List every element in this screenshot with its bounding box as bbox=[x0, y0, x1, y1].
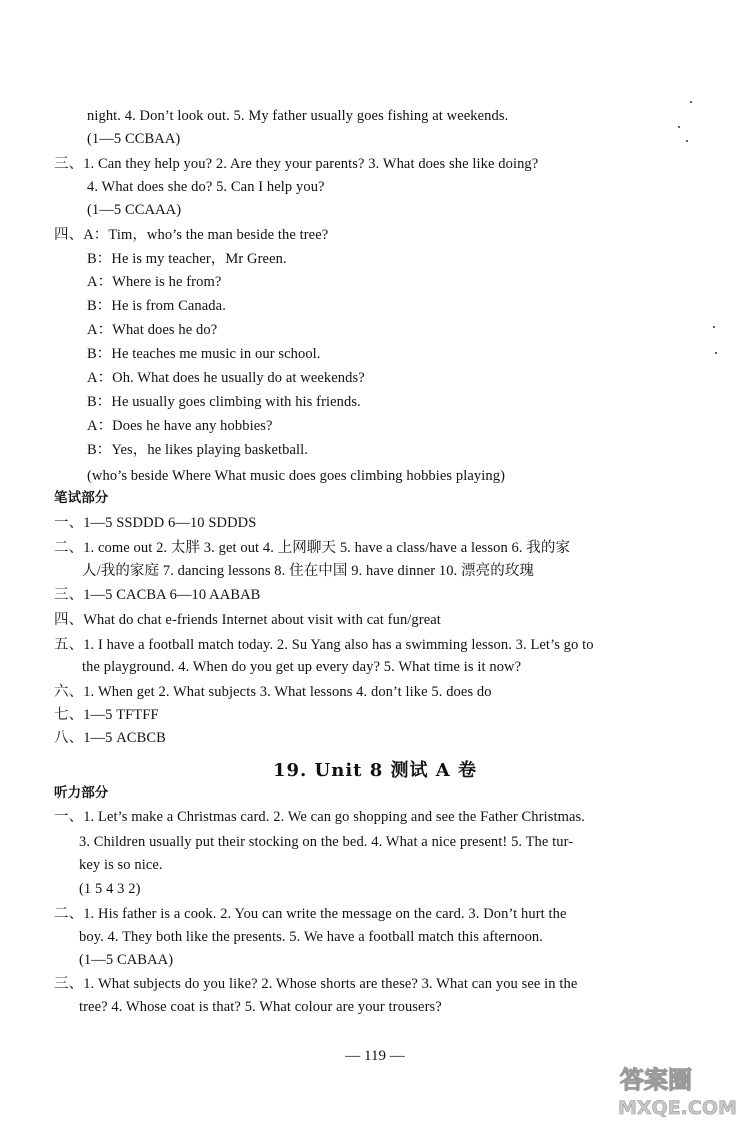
line-10: A：What does he do? bbox=[87, 322, 218, 338]
line-21: 三、1—5 CACBA 6—10 AABAB bbox=[54, 587, 261, 603]
line-27: 八、1—5 ACBCB bbox=[54, 730, 166, 746]
line-13: B：He usually goes climbing with his friends. bbox=[87, 394, 361, 410]
line-5: (1—5 CCAAA) bbox=[87, 202, 182, 218]
line-12: A：Oh. What does he usually do at weekends? bbox=[87, 370, 365, 386]
line-26: 七、1—5 TFTFF bbox=[54, 707, 159, 723]
line-23: 五、1. I have a football match today. 2. Su Yang also has a swimming lesson. 3. Let’s go to bbox=[54, 637, 594, 653]
line-1: night. 4. Don’t look out. 5. My father usually goes fishing at weekends. bbox=[87, 108, 509, 124]
line-35: (1—5 CABAA) bbox=[79, 952, 174, 968]
line-15: B：Yes，he likes playing basketball. bbox=[87, 442, 309, 458]
section-title: 19. Unit 8 测试 A 卷 bbox=[272, 760, 478, 781]
line-19: 二、1. come out 2. 太胖 3. get out 4. 上网聊天 5. have a class/have a lesson 6. 我的家 bbox=[54, 540, 571, 556]
scan-speck bbox=[713, 326, 715, 328]
line-18: 一、1—5 SSDDD 6—10 SDDDS bbox=[54, 515, 257, 531]
line-37: tree? 4. Whose coat is that? 5. What colour are your trousers? bbox=[79, 999, 442, 1015]
line-14: A：Does he have any hobbies? bbox=[87, 418, 273, 434]
line-30: 3. Children usually put their stocking on the bed. 4. What a nice present! 5. The tur- bbox=[79, 834, 574, 850]
scan-speck bbox=[715, 352, 717, 354]
watermark-text-cn: 答案圈 bbox=[620, 1066, 692, 1094]
line-34: boy. 4. They both like the presents. 5. We have a football match this afternoon. bbox=[79, 929, 544, 945]
line-25: 六、1. When get 2. What subjects 3. What lessons 4. don’t like 5. does do bbox=[54, 684, 492, 700]
line-8: A：Where is he from? bbox=[87, 274, 222, 290]
scan-speck bbox=[678, 126, 680, 128]
line-11: B：He teaches me music in our school. bbox=[87, 346, 321, 362]
line-33: 二、1. His father is a cook. 2. You can write the message on the card. 3. Don’t hurt the bbox=[54, 906, 567, 922]
line-4: 4. What does she do? 5. Can I help you? bbox=[87, 179, 325, 195]
heading-written: 笔试部分 bbox=[54, 490, 109, 506]
line-16: (who’s beside Where What music does goes climbing hobbies playing) bbox=[87, 468, 506, 484]
line-7: B：He is my teacher，Mr Green. bbox=[87, 251, 287, 267]
scan-speck bbox=[686, 140, 688, 142]
line-22: 四、What do chat e-friends Internet about visit with cat fun/great bbox=[54, 612, 441, 628]
line-29: 一、1. Let’s make a Christmas card. 2. We can go shopping and see the Father Christmas. bbox=[54, 809, 585, 825]
watermark-logo bbox=[612, 1060, 750, 1120]
line-24: the playground. 4. When do you get up every day? 5. What time is it now? bbox=[82, 659, 522, 675]
page-number: — 119 — bbox=[345, 1048, 405, 1064]
line-2: (1—5 CCBAA) bbox=[87, 131, 181, 147]
line-36: 三、1. What subjects do you like? 2. Whose shorts are these? 3. What can you see in the bbox=[54, 976, 578, 992]
scan-speck bbox=[690, 101, 692, 103]
watermark-text-en: MXQE.COM bbox=[618, 1097, 737, 1119]
line-32: (1 5 4 3 2) bbox=[79, 881, 141, 897]
heading-listening: 听力部分 bbox=[54, 785, 109, 801]
line-31: key is so nice. bbox=[79, 857, 163, 873]
line-3: 三、1. Can they help you? 2. Are they your parents? 3. What does she like doing? bbox=[54, 156, 539, 172]
line-9: B：He is from Canada. bbox=[87, 298, 226, 314]
line-20: 人/我的家庭 7. dancing lessons 8. 住在中国 9. have dinner 10. 漂亮的玫瑰 bbox=[82, 563, 535, 579]
line-6: 四、A：Tim，who’s the man beside the tree? bbox=[54, 227, 329, 243]
